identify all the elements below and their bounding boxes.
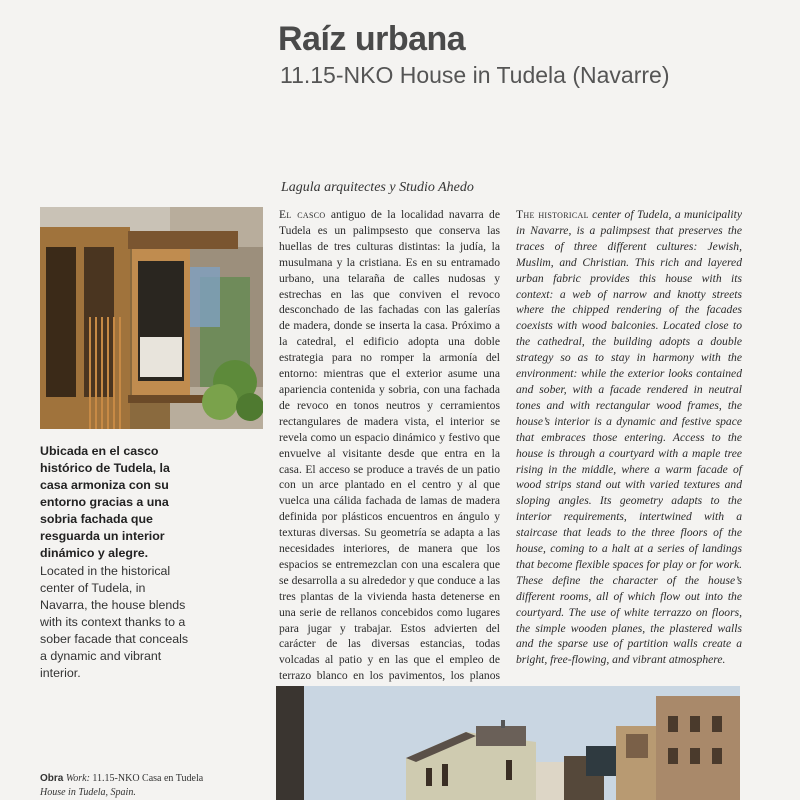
article-subtitle: 11.15-NKO House in Tudela (Navarre) [280, 62, 670, 88]
article-title: Raíz urbana [278, 20, 466, 58]
caption-spanish: Ubicada en el casco histórico de Tudela, la casa armoniza con su entorno gracias a una sobria fachada que resguarda un interior dinámico y alegre. [40, 444, 170, 560]
body-text-spanish [279, 207, 500, 732]
article-authors: Lagula arquitectes y Studio Ahedo [281, 180, 474, 195]
credits-work-english: House in Tudela, Spain. [40, 787, 136, 798]
body-paragraph-spanish: antiguo de la localidad navarra de Tudela es un palimpsesto que conserva las huellas de tres culturas distintas: la judía, la musulmana y la cristiana. Es en su entramado urbano, una telaraña de calles nudosas y estrechas en las que conviven el revoco desconchado de las fachadas con las galerías de madera, donde se inserta la casa. Próximo a la catedral, el edificio adopta una doble estrategia para no romper la armonía del entorno: mientras que el exterior asume una apariencia contenida y sobria, con una fachada de revoco en tonos neutros y cerramientos rectangulares de madera vista, el interior se revela como un espacio dinámico y festivo que envuelve al visitante desde que entra en la casa. El acceso se produce a través de un patio con un arce plantado en el centro y al que vuelca una cálida fachada de lamas de madera definida por plásticos encuentros en ángulo y texturas diversas. Su geometría se adapta a las necesidades interiores, de manera que los espacios se entremezclan con una escalera que se desarrolla a su alrededor y que conduce a las tres plantas de la vivienda hasta detenerse en una serie de rellanos concebidos como lugares para jugar y trabajar. Estos advierten del carácter de las diversas estancias, todas volcadas al patio y en las que el empleo de terrazo blanco en los pavimentos, los planos [279, 208, 500, 683]
street-view-photo [276, 686, 740, 800]
body-lead-spanish: El casco [279, 208, 326, 221]
body-paragraph-english: center of Tudela, a municipality in Navarre, is a palimpsest that preserves the traces of three different cultures: Jewish, Muslim, and Christian. This rich and layered urban fabric provides this house with its context: a web of narrow and knotty streets where the chipped rendering of the facades coexists with wood balconies. Located close to the cathedral, the building adopts a double strategy so as to stay in harmony with the environment: while the exterior looks contained and sober, with a facade rendered in neutral tones and with rectangular wood frames, the house’s interior is a dynamic and festive space that embraces those entering. Access to the house is through a courtyard with a maple tree rising in the middle, where a warm facade of wood strips stand out with varied textures and sloping angles. Its geometry adapts to the interior requirements, intertwined with a staircase that leads to the three floors of the house, coming to a halt at a series of landings that become flexible spaces for play or for work. These define the character of the house’s different rooms, all of which flow out into the courtyard. The use of white terrazzo on floors, the simple wooden planes, the plastered walls and the sparse use of partition walls create a bright, free-flowing, and vibrant atmosphere. [516, 208, 742, 667]
credits-label: Obra [40, 773, 64, 784]
body-text-english [516, 207, 742, 668]
credits-work-value: 11.15-NKO Casa en Tudela [92, 773, 204, 784]
project-credits [40, 772, 210, 800]
courtyard-facade-photo [40, 207, 263, 429]
caption-english: Located in the historical center of Tudela, in Navarra, the house blends with its context thanks to a sober facade that conceals a dynamic and vibrant interior. [40, 564, 189, 680]
body-lead-english: The historical [516, 208, 589, 221]
credits-work-label: Work: [65, 773, 90, 784]
